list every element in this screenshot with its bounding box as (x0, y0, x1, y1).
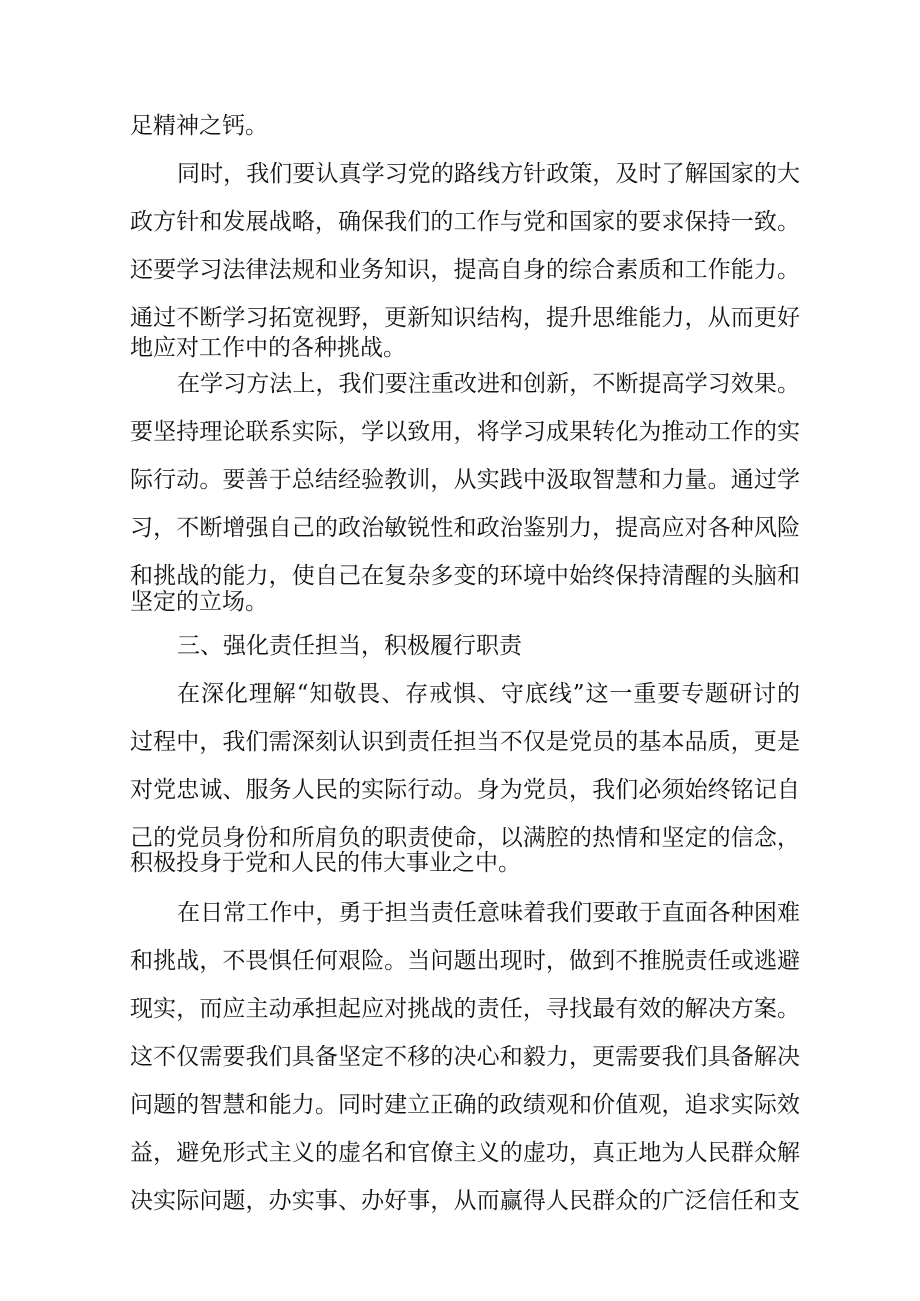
text-line: 积极投身于党和人民的伟大事业之中。 (130, 850, 521, 876)
text-line: 和挑战，不畏惧任何艰险。当问题出现时，做到不推脱责任或逃避 (130, 948, 800, 974)
text-line: 对党忠诚、服务人民的实际行动。身为党员，我们必须始终铭记自 (130, 777, 800, 803)
text-line: 决实际问题，办实事、办好事，从而赢得人民群众的广泛信任和支 (130, 1188, 800, 1214)
paragraph-first-line: 在学习方法上，我们要注重改进和创新，不断提高学习效果。 (177, 371, 800, 397)
paragraph-first-line: 在深化理解“知敬畏、存戒惧、守底线”这一重要专题研讨的 (177, 681, 800, 707)
text-line: 政方针和发展战略，确保我们的工作与党和国家的要求保持一致。 (130, 209, 800, 235)
paragraph-first-line: 同时，我们要认真学习党的路线方针政策，及时了解国家的大 (177, 161, 800, 187)
text-line: 际行动。要善于总结经验教训，从实践中汲取智慧和力量。通过学 (130, 467, 800, 493)
text-line: 足精神之钙。 (130, 113, 268, 139)
text-line: 通过不断学习拓宽视野，更新知识结构，提升思维能力，从而更好 (130, 305, 800, 331)
text-line: 地应对工作中的各种挑战。 (130, 335, 406, 361)
text-line: 己的党员身份和所肩负的职责使命，以满腔的热情和坚定的信念， (130, 825, 800, 851)
text-line: 坚定的立场。 (130, 589, 268, 615)
text-line: 还要学习法律法规和业务知识，提高自身的综合素质和工作能力。 (130, 257, 800, 283)
text-line: 益，避免形式主义的虚名和官僚主义的虚功，真正地为人民群众解 (130, 1140, 800, 1166)
text-line: 这不仅需要我们具备坚定不移的决心和毅力，更需要我们具备解决 (130, 1044, 800, 1070)
text-line: 问题的智慧和能力。同时建立正确的政绩观和价值观，追求实际效 (130, 1092, 800, 1118)
text-line: 和挑战的能力，使自己在复杂多变的环境中始终保持清醒的头脑和 (130, 563, 800, 589)
text-line: 习，不断增强自己的政治敏锐性和政治鉴别力，提高应对各种风险 (130, 515, 800, 541)
section-heading: 三、强化责任担当，积极履行职责 (177, 633, 522, 659)
text-line: 过程中，我们需深刻认识到责任担当不仅是党员的基本品质，更是 (130, 729, 800, 755)
text-line: 现实，而应主动承担起应对挑战的责任，寻找最有效的解决方案。 (130, 996, 800, 1022)
text-line: 要坚持理论联系实际，学以致用，将学习成果转化为推动工作的实 (130, 419, 800, 445)
paragraph-first-line: 在日常工作中，勇于担当责任意味着我们要敢于直面各种困难 (177, 900, 800, 926)
